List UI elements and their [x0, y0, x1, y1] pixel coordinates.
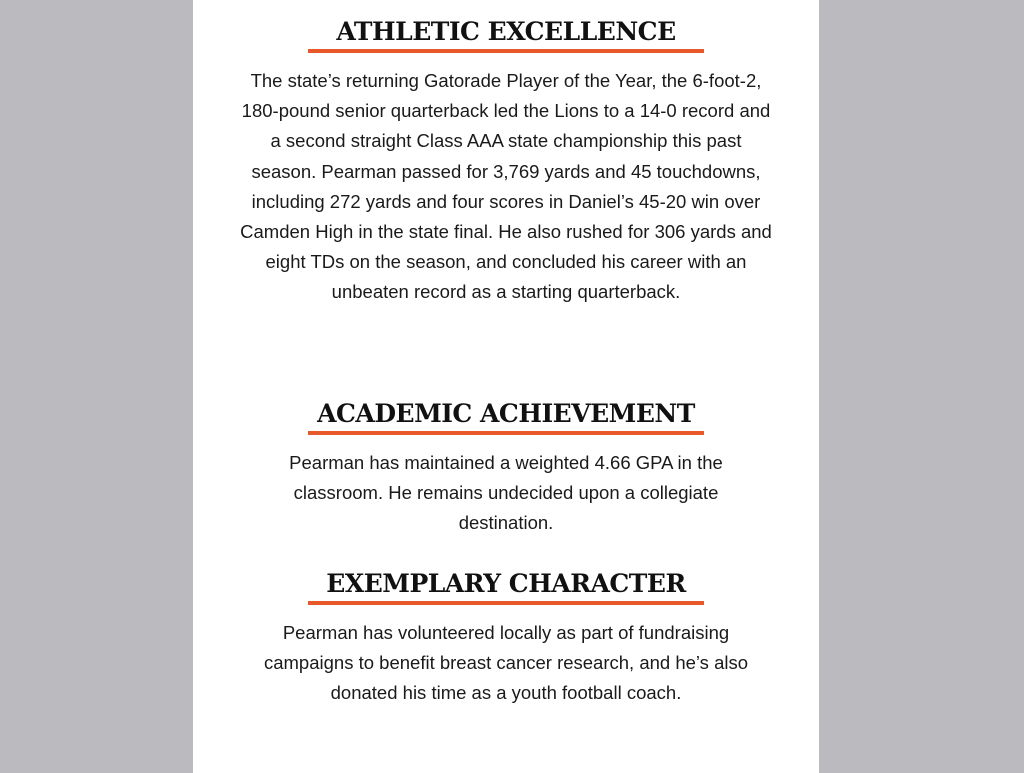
section-academic-achievement	[193, 399, 819, 539]
section-heading: EXEMPLARY CHARACTER	[326, 569, 686, 598]
article-page	[193, 0, 819, 773]
section-body: Pearman has volunteered locally as part of fundraising campaigns to benefit breast cancer research, and he’s also donated his time as a youth football coach.	[263, 622, 749, 704]
section-body: The state’s returning Gatorade Player of the Year, the 6-foot-2, 180-pound senior quarterback led the Lions to a 14-0 record and a second straight Class AAA state championship this past season. Pearman passed for 3,769 yards and 45 touchdowns, including 272 yards and four scores in Daniel’s 45-20 win over Camden High in the state final. He also rushed for 306 yards and eight TDs on the season, and concluded his career with an unbeaten record as a starting quarterback.	[240, 70, 772, 303]
section-heading: ATHLETIC EXCELLENCE	[336, 17, 676, 46]
section-body: Pearman has maintained a weighted 4.66 GPA in the classroom. He remains undecided upon a collegiate destination.	[289, 452, 723, 534]
heading-underline	[308, 431, 704, 435]
section-athletic-excellence	[193, 17, 819, 308]
heading-underline	[308, 601, 704, 605]
section-exemplary-character	[193, 569, 819, 709]
heading-underline	[308, 49, 704, 53]
section-heading: ACADEMIC ACHIEVEMENT	[317, 399, 695, 428]
